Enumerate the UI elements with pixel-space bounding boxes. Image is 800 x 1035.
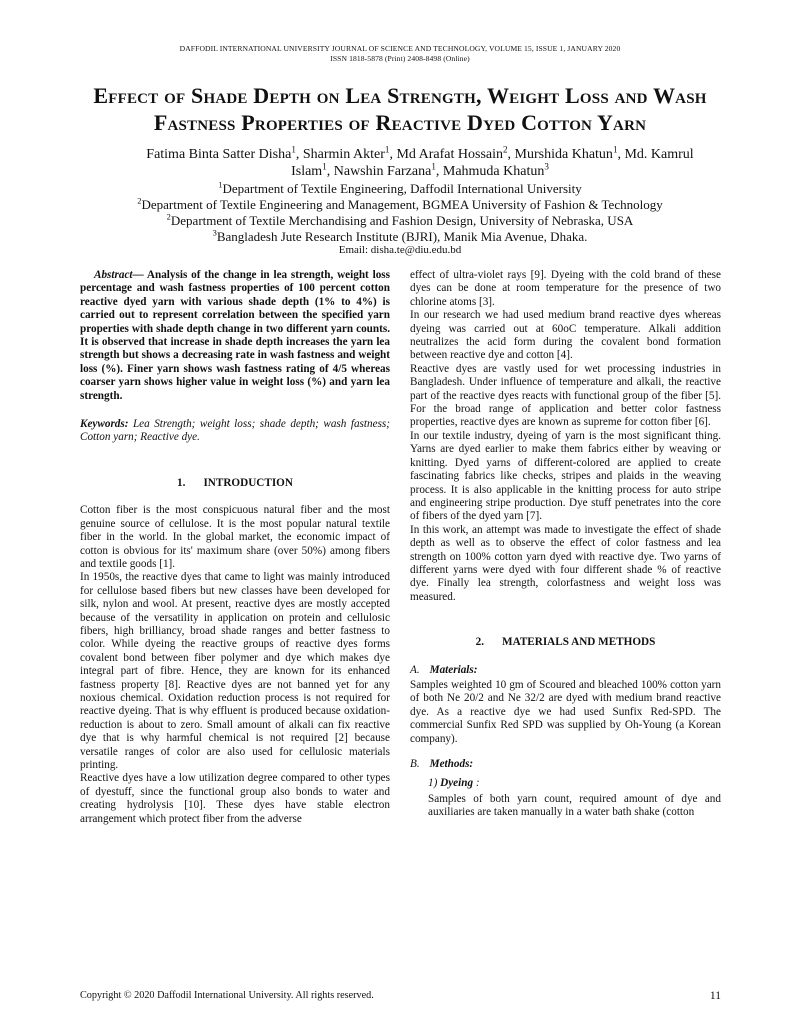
- affil-text: Department of Textile Merchandising and Fashion Design, University of Nebraska, USA: [170, 213, 634, 228]
- author-line-2: [100, 163, 740, 181]
- subsection-title: Materials:: [429, 663, 478, 676]
- subsubsection-number: 1): [428, 777, 438, 790]
- author-affil-mark: 1: [612, 144, 618, 155]
- subsection-heading-methods: [410, 758, 721, 771]
- paragraph: In our research we had used medium brand reactive dyes whereas dyeing was carried out at 60oC temperature. Alkali addition neutralizes the acid form during the covalent bond formation between reactive dye and cotton [4].: [410, 309, 721, 362]
- author-name: Islam: [291, 164, 323, 179]
- author-name: Fatima Binta Satter Disha: [146, 147, 292, 162]
- subsection-title: Methods:: [429, 758, 474, 770]
- author-name: , Nawshin Farzana: [326, 164, 432, 179]
- page-number: 11: [709, 990, 721, 1002]
- section-number: 2.: [475, 636, 485, 649]
- issn-line: ISSN 1818-5878 (Print) 2408-8498 (Online): [330, 54, 470, 63]
- author-affil-mark: 1: [322, 161, 327, 172]
- section-heading-introduction: [80, 477, 390, 490]
- author-affil-mark: 3: [544, 161, 549, 172]
- author-name: , Mahmuda Khatun: [435, 164, 545, 179]
- paragraph: Reactive dyes are vastly used for wet processing industries in Bangladesh. Under influence of temperature and alkali, the reactive part of the reactive dyes reacts with functional group of the fiber [5]. For the broad range of application and better color fastness properties, reactive dyes are known as supreme for cotton fiber [6].: [410, 362, 721, 429]
- section-title: INTRODUCTION: [203, 476, 293, 489]
- contact-email: Email: disha.te@diu.edu.bd: [338, 244, 462, 256]
- journal-header: DAFFODIL INTERNATIONAL UNIVERSITY JOURNAL OF SCIENCE AND TECHNOLOGY, VOLUME 15, ISSUE 1, JANUARY 2020: [179, 44, 621, 53]
- affil-mark: 3: [212, 227, 217, 238]
- right-column: [410, 269, 721, 820]
- author-line-1: [100, 146, 740, 164]
- paragraph: Samples of both yarn count, required amount of dye and auxiliaries are taken manually in a water bath shake (cotton: [428, 792, 721, 819]
- abstract-label: Abstract: [94, 269, 133, 281]
- keywords-text: Lea Strength; weight loss; shade depth; wash fastness; Cotton yarn; Reactive dye.: [80, 418, 390, 444]
- section-number: 1.: [177, 476, 186, 489]
- affil-mark: 2: [166, 211, 171, 222]
- author-affil-mark: 1: [431, 161, 436, 172]
- paragraph: In our textile industry, dyeing of yarn is the most significant thing. Yarns are dyed earlier to make them fabrics either by weaving or knitting. Dyed yarns of different-colored are applied to create fascinating fabrics like checks, stripes and plaids in the weaving process. It is also applicable in the knitting process for auto stripe and engineering stripe production. Dye stuff penetrates into the core of fibers of the dyed yarn [7].: [410, 429, 721, 523]
- subsection-letter: B.: [410, 758, 420, 770]
- affil-text: Bangladesh Jute Research Institute (BJRI), Manik Mia Avenue, Dhaka.: [216, 229, 588, 244]
- author-affil-mark: 2: [503, 144, 508, 155]
- paper-title: Effect of Shade Depth on Lea Strength, Weight Loss and Wash Fastness Properties of Reactive Dyed Cotton Yarn: [93, 83, 707, 135]
- subsection-letter: A.: [410, 663, 420, 676]
- left-column: [80, 269, 390, 826]
- subsection-heading-materials: [410, 664, 721, 677]
- paragraph: In 1950s, the reactive dyes that came to light was mainly introduced for cellulose based fibers but new classes have been developed for silk, nylon and wool. At present, reactive dyes are mostly accepted because of the versatility in application on protein and cellulosic fibers, high brilliancy, broad shade ranges and better fastness to color. While dyeing the reactive groups of reactive dyes forms covalent bond between fiber polymer and dye which makes dye integral part of fibre. Hence, they are known for its enhanced fastness property [8]. Reactive dyes are not banned yet for any noxious chemical. Oxidation reduction process is not required for reactive dyeing. That is why effluent is produced because oxidation-reduction is about to zero. Small amount of alkali can fix reactive dye that is why harmful chemical is not required [2] because versatile ranges of color are also used for cellulosic materials printing.: [80, 571, 390, 771]
- copyright-footer: Copyright © 2020 Daffodil International University. All rights reserved.: [80, 990, 374, 1001]
- affiliation-1: [80, 181, 720, 197]
- affil-mark: 2: [137, 195, 142, 206]
- author-affil-mark: 1: [384, 144, 390, 155]
- author-name: , Md Arafat Hossain: [389, 147, 503, 162]
- affil-text: Department of Textile Engineering, Daffodil International University: [222, 181, 582, 196]
- paragraph: In this work, an attempt was made to investigate the effect of shade depth as well as to observe the effect of color fastness and lea strength on 100% cotton yarn dyed with reactive dye. Two yarns of different yarns were dyed with four different shade % of reactive dye. Finally lea strength, colorfastness and weight loss was measured.: [410, 523, 721, 603]
- author-name: , Sharmin Akter: [295, 147, 385, 162]
- subsubsection-colon: :: [473, 777, 480, 790]
- section-heading-materials-methods: [410, 636, 721, 649]
- author-affil-mark: 1: [291, 144, 296, 155]
- abstract: [80, 269, 390, 403]
- paragraph: Reactive dyes have a low utilization degree compared to other types of dyestuff, since the functional group also bonds to water and creating hydrolysis [10]. These dyes have stable electron arrangement which protect fiber from the adverse: [80, 772, 390, 825]
- abstract-text: — Analysis of the change in lea strength, weight loss percentage and wash fastness properties of 100 percent cotton reactive dyed yarn with various shade depth (1% to 4%) is carried out to represent correlation between the specified yarn properties with shade depth change in two different yarn counts. It is observed that increase in shade depth increases the yarn lea strength but shows a decreasing rate in wash fastness and weight loss (%). Finer yarn shows wash fastness rating of 4/5 whereas coarser yarn shows higher value in weight loss (%) and yarn lea strength.: [80, 269, 390, 402]
- paragraph: effect of ultra-violet rays [9]. Dyeing with the cold brand of these dyes can be done at room temperature for the presence of two chlorine atoms [3].: [410, 269, 721, 308]
- paragraph: Cotton fiber is the most conspicuous natural fiber and the most genuine source of cellulose. It is the most popular natural textile fiber in the world. In the global market, the economic impact of cotton is obvious for its' maximum share (over 50%) among fibers and textile goods [1].: [80, 504, 390, 570]
- subsubsection-title: Dyeing: [440, 777, 474, 790]
- author-name: , Md. Kamrul: [617, 147, 694, 162]
- affil-text: Department of Textile Engineering and Management, BGMEA University of Fashion & Technology: [141, 197, 663, 212]
- affiliation-2: [80, 197, 720, 213]
- author-name: , Murshida Khatun: [507, 147, 613, 162]
- paragraph: Samples weighted 10 gm of Scoured and bleached 100% cotton yarn of both Ne 20/2 and Ne 32/2 are dyed with medium brand reactive dye. As a reactive dye we had used Sunfix Red-SPD. The commercial Sunfix Red SPD was supplied by Oh-Young (a Korean company).: [410, 678, 721, 745]
- section-title: MATERIALS AND METHODS: [502, 636, 656, 649]
- subsubsection-heading-dyeing: [410, 777, 721, 790]
- affil-mark: 1: [218, 179, 223, 190]
- keywords-label: Keywords:: [80, 418, 129, 431]
- affiliation-3: [80, 213, 720, 229]
- keywords: [80, 418, 390, 445]
